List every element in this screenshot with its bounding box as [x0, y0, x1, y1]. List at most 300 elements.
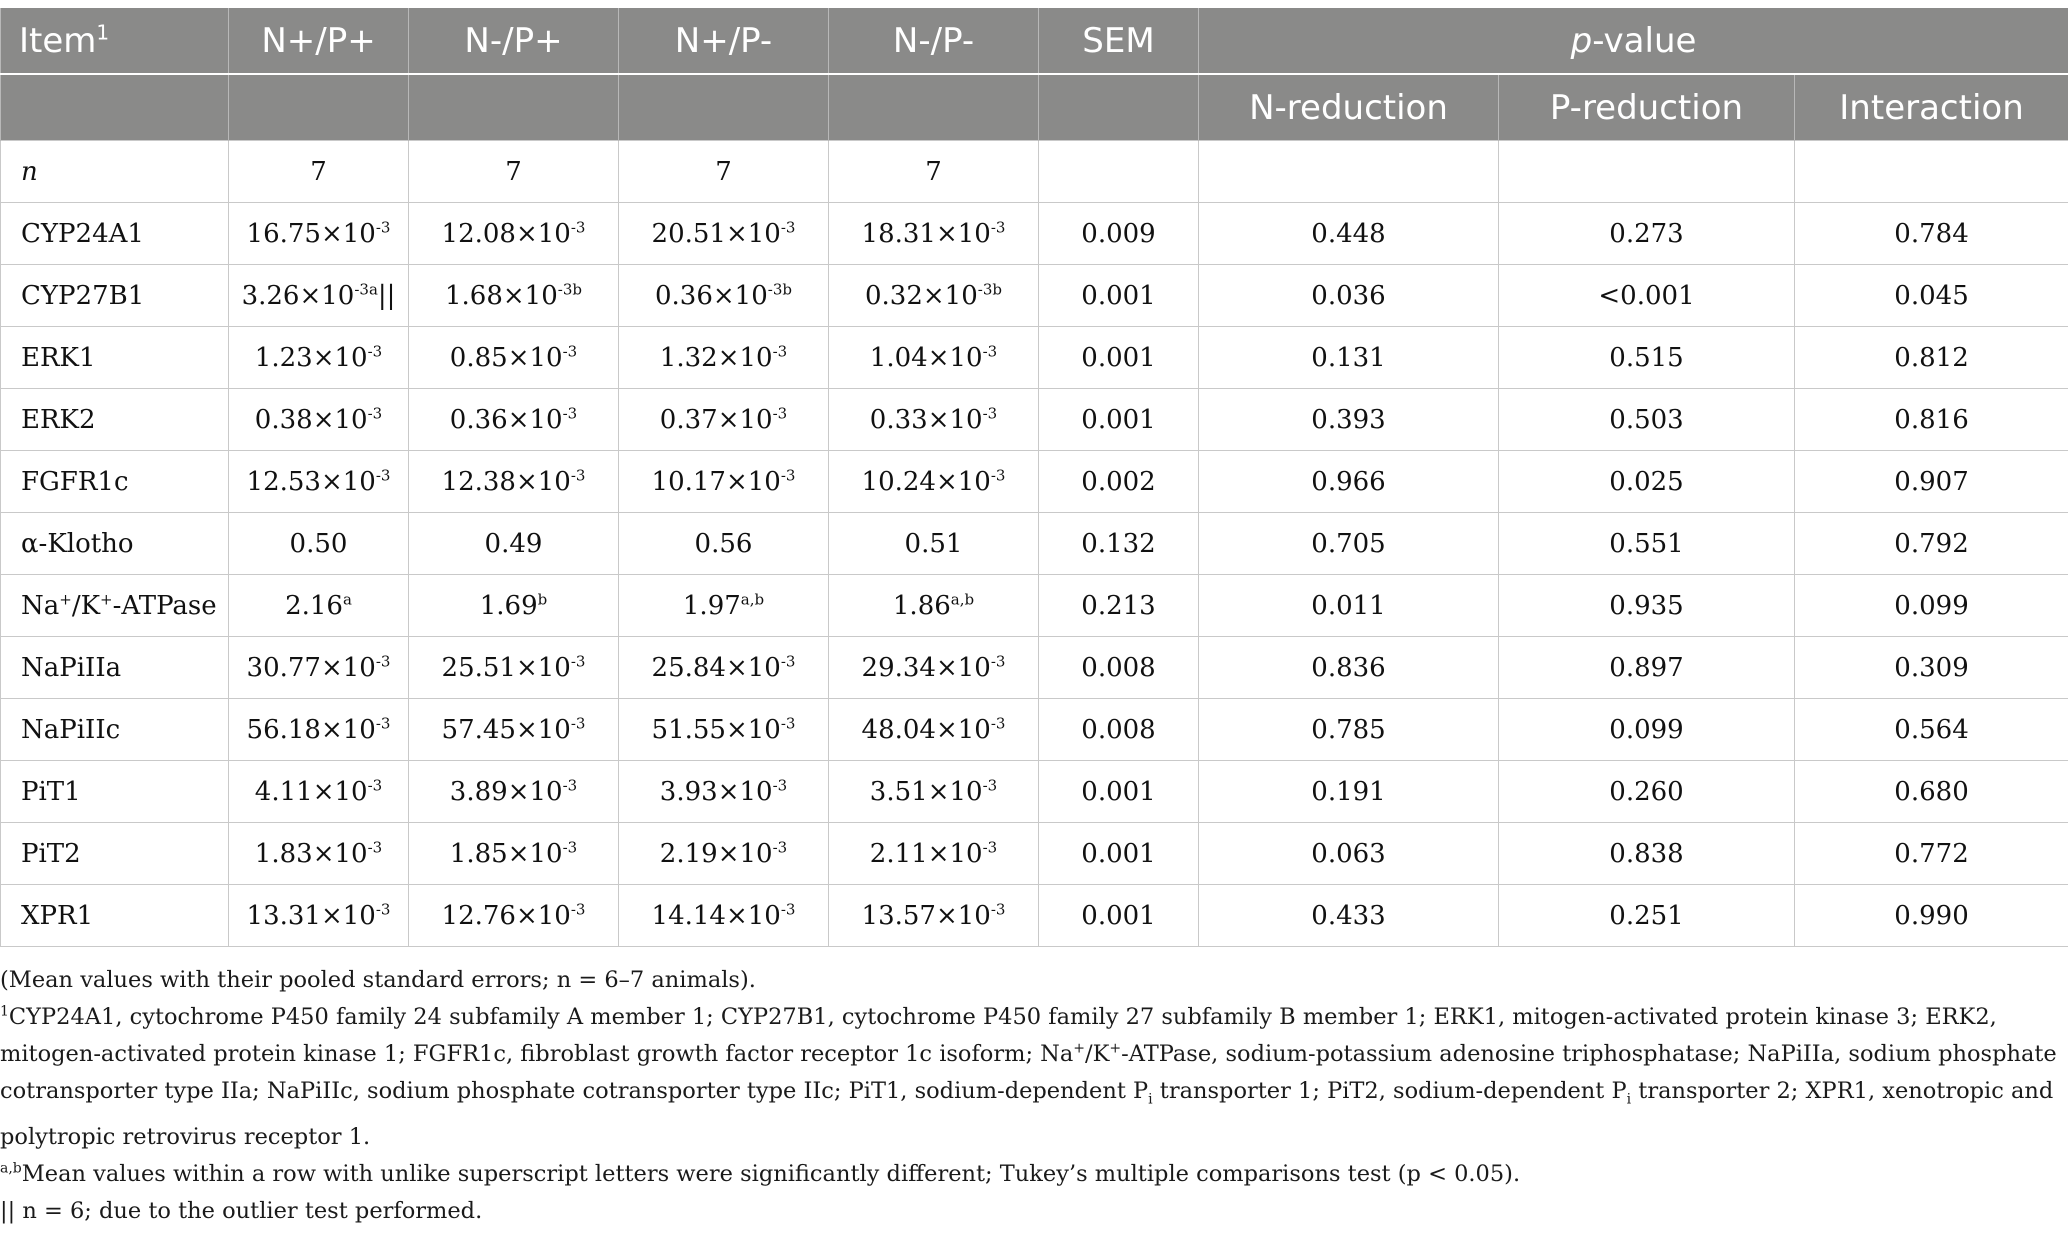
- cell-value: [829, 265, 1039, 327]
- cell-value: [229, 823, 409, 885]
- cell-mean: 1.23: [254, 342, 313, 373]
- cell-empty: [1199, 141, 1499, 203]
- cell-pvalue: 0.273: [1499, 203, 1795, 265]
- cell-times-ten: ×10: [712, 280, 768, 311]
- cell-mean: 10.17: [651, 466, 726, 497]
- cell-value: [619, 575, 829, 637]
- header-blank: [229, 74, 409, 141]
- cell-empty: [1795, 141, 2068, 203]
- cell-sem: 0.001: [1039, 885, 1199, 947]
- cell-times-ten: ×10: [320, 900, 376, 931]
- cell-times-ten: ×10: [935, 652, 991, 683]
- cell-superscript: -3: [990, 651, 1006, 670]
- cell-mean: 1.86: [892, 590, 951, 621]
- cell-times-ten: ×10: [717, 404, 773, 435]
- cell-mean: 0.56: [694, 528, 753, 559]
- cell-times-ten: ×10: [935, 900, 991, 931]
- row-label: PiT1: [1, 761, 229, 823]
- cell-pvalue: 0.897: [1499, 637, 1795, 699]
- table-row: [1, 265, 2068, 327]
- row-label: NaPiIIc: [1, 699, 229, 761]
- cell-sem: 0.001: [1039, 327, 1199, 389]
- cell-sem: 0.008: [1039, 699, 1199, 761]
- cell-mean: 16.75: [246, 218, 321, 249]
- cell-pvalue: 0.503: [1499, 389, 1795, 451]
- cell-superscript: -3: [780, 713, 796, 732]
- cell-superscript: a: [342, 589, 352, 608]
- cell-mean: 12.76: [441, 900, 516, 931]
- cell-times-ten: ×10: [935, 714, 991, 745]
- footnote-text: /K: [1085, 1041, 1110, 1067]
- cell-mean: 1.68: [445, 280, 503, 311]
- cell-mean: 1.85: [449, 838, 508, 869]
- cell-superscript: -3: [367, 341, 383, 360]
- cell-superscript: -3: [990, 713, 1006, 732]
- cell-value: 7: [229, 141, 409, 203]
- cell-superscript: -3: [375, 713, 391, 732]
- cell-superscript: -3: [990, 899, 1006, 918]
- cell-superscript: -3: [562, 837, 578, 856]
- cell-pvalue: 0.990: [1795, 885, 2068, 947]
- cell-times-ten: ×10: [725, 652, 781, 683]
- cell-pvalue: 0.935: [1499, 575, 1795, 637]
- cell-pvalue: 0.836: [1199, 637, 1499, 699]
- cell-value: [829, 637, 1039, 699]
- cell-mean: 1.32: [659, 342, 718, 373]
- cell-sem: 0.001: [1039, 761, 1199, 823]
- cell-pvalue: 0.564: [1795, 699, 2068, 761]
- table-row: [1, 327, 2068, 389]
- cell-pvalue: 0.260: [1499, 761, 1795, 823]
- table-row: [1, 761, 2068, 823]
- cell-mean: 3.93: [659, 776, 718, 807]
- footnote-sub: i: [1148, 1091, 1153, 1108]
- cell-times-ten: ×10: [935, 466, 991, 497]
- row-label-part: Na: [21, 590, 60, 621]
- footnote-outlier: [0, 1193, 2060, 1230]
- cell-mean: 25.51: [441, 652, 516, 683]
- table-row: [1, 575, 2068, 637]
- cell-value: [829, 389, 1039, 451]
- cell-superscript: -3: [375, 651, 391, 670]
- header-row-1: [1, 8, 2068, 74]
- cell-mean: 30.77: [246, 652, 321, 683]
- cell-sem: 0.008: [1039, 637, 1199, 699]
- row-label-part: -ATPase: [112, 590, 217, 621]
- cell-pvalue: 0.551: [1499, 513, 1795, 575]
- cell-value: [229, 265, 409, 327]
- cell-pvalue: 0.816: [1795, 389, 2068, 451]
- cell-superscript: -3: [780, 651, 796, 670]
- cell-value: [829, 823, 1039, 885]
- cell-value: [619, 885, 829, 947]
- footnote-text: transporter 1; PiT2, sodium-dependent P: [1152, 1078, 1627, 1104]
- cell-superscript: -3: [562, 341, 578, 360]
- cell-sem: 0.213: [1039, 575, 1199, 637]
- footnote-text: -ATPase, sodium-potassium adenosine triphosphatase; NaPiIIa, sodium phosphate cotransporter type IIa; NaPiIIc, sodium phosphate cotransporter type IIc; PiT1, sodium-dependent P: [0, 1041, 2057, 1104]
- cell-value: [829, 327, 1039, 389]
- cell-pvalue: 0.448: [1199, 203, 1499, 265]
- cell-superscript: -3: [562, 403, 578, 422]
- cell-sem: 0.001: [1039, 389, 1199, 451]
- footnote-mark-1: 1: [0, 1003, 9, 1020]
- header-interaction: Interaction: [1795, 74, 2068, 141]
- cell-superscript: -3: [367, 403, 383, 422]
- cell-value: [409, 203, 619, 265]
- cell-mean: 18.31: [861, 218, 936, 249]
- cell-times-ten: ×10: [927, 776, 983, 807]
- cell-mean: 51.55: [651, 714, 726, 745]
- cell-superscript: -3: [772, 403, 788, 422]
- cell-pvalue: 0.680: [1795, 761, 2068, 823]
- row-label: NaPiIIa: [1, 637, 229, 699]
- cell-times-ten: ×10: [507, 776, 563, 807]
- footnote-mean-values: (Mean values with their pooled standard errors; n = 6–7 animals).: [0, 967, 756, 993]
- results-table: [0, 8, 2068, 947]
- cell-times-ten: ×10: [725, 218, 781, 249]
- cell-mean: 3.89: [449, 776, 508, 807]
- table-footnotes: [0, 962, 2060, 1230]
- cell-times-ten: ×10: [312, 342, 368, 373]
- footnote-text: Mean values within a row with unlike superscript letters were significantly different; Tukey’s multiple comparisons test (p < 0.05).: [21, 1160, 1521, 1187]
- cell-value: [229, 327, 409, 389]
- cell-mean: 29.34: [861, 652, 936, 683]
- table-row: [1, 885, 2068, 947]
- cell-mean: 13.57: [861, 900, 936, 931]
- cell-superscript: -3: [570, 217, 586, 236]
- cell-mean: 12.38: [441, 466, 516, 497]
- cell-superscript: -3: [982, 837, 998, 856]
- cell-mean: 0.51: [904, 528, 963, 559]
- cell-times-ten: ×10: [299, 280, 355, 311]
- cell-times-ten: ×10: [320, 218, 376, 249]
- cell-times-ten: ×10: [725, 466, 781, 497]
- cell-superscript: -3: [375, 217, 391, 236]
- row-label: [1, 141, 229, 203]
- footnote-text: transporter 2; XPR1, xenotropic and polytropic retrovirus receptor 1.: [0, 1078, 2054, 1150]
- table-row: [1, 637, 2068, 699]
- table-header: [1, 8, 2068, 141]
- cell-value: [619, 761, 829, 823]
- row-label: CYP24A1: [1, 203, 229, 265]
- cell-mean: 57.45: [441, 714, 516, 745]
- cell-sem: 0.001: [1039, 265, 1199, 327]
- cell-value: 7: [619, 141, 829, 203]
- table-row: [1, 389, 2068, 451]
- cell-times-ten: ×10: [725, 714, 781, 745]
- cell-value: [229, 885, 409, 947]
- cell-value: [619, 451, 829, 513]
- cell-superscript: -3a: [354, 279, 378, 298]
- cell-pvalue: 0.907: [1795, 451, 2068, 513]
- cell-superscript: -3: [780, 217, 796, 236]
- cell-mean: 1.83: [254, 838, 313, 869]
- cell-superscript: a,b: [740, 589, 765, 608]
- table-wrapper: [0, 8, 2068, 947]
- cell-mean: 2.16: [285, 590, 343, 621]
- row-label-sup: +: [100, 589, 113, 608]
- cell-mean: 20.51: [651, 218, 726, 249]
- cell-superscript: -3: [570, 899, 586, 918]
- cell-value: [829, 575, 1039, 637]
- row-label: ERK2: [1, 389, 229, 451]
- header-blank: [829, 74, 1039, 141]
- cell-mean: 0.38: [254, 404, 313, 435]
- cell-superscript: -3: [570, 651, 586, 670]
- cell-superscript: b: [537, 589, 548, 608]
- cell-pvalue: 0.191: [1199, 761, 1499, 823]
- cell-value: [409, 823, 619, 885]
- cell-times-ten: ×10: [312, 404, 368, 435]
- header-blank: [1039, 74, 1199, 141]
- cell-pvalue: 0.792: [1795, 513, 2068, 575]
- footnote-superscripts: [0, 1156, 2060, 1193]
- cell-value: [229, 203, 409, 265]
- cell-mean: 48.04: [861, 714, 936, 745]
- cell-mean: 2.19: [659, 838, 718, 869]
- cell-value: [409, 637, 619, 699]
- cell-times-ten: ×10: [515, 900, 571, 931]
- row-label: α-Klotho: [1, 513, 229, 575]
- cell-sem: 0.132: [1039, 513, 1199, 575]
- cell-mean: 0.49: [484, 528, 543, 559]
- cell-times-ten: ×10: [515, 714, 571, 745]
- cell-mean: 56.18: [246, 714, 321, 745]
- cell-superscript: -3: [772, 837, 788, 856]
- cell-mean: 1.97: [682, 590, 741, 621]
- cell-value: [409, 451, 619, 513]
- cell-superscript: -3: [780, 465, 796, 484]
- footnote-text: CYP24A1, cytochrome P450 family 24 subfamily A member 1; CYP27B1, cytochrome P450 family 27 subfamily B member 1; ERK1, mitogen-activated protein kinase 3; ERK2, mitogen-activated protein kinase 1; FGFR1c, fibroblast growth factor receptor 1c isoform; Na: [0, 1004, 1997, 1067]
- cell-pvalue: <0.001: [1499, 265, 1795, 327]
- cell-value: [829, 761, 1039, 823]
- cell-value: [229, 513, 409, 575]
- cell-superscript: a,b: [950, 589, 975, 608]
- cell-pvalue: 0.772: [1795, 823, 2068, 885]
- cell-times-ten: ×10: [312, 776, 368, 807]
- cell-value: [409, 327, 619, 389]
- cell-pvalue: 0.393: [1199, 389, 1499, 451]
- cell-times-ten: ×10: [507, 342, 563, 373]
- cell-value: [229, 761, 409, 823]
- cell-mean: 0.37: [659, 404, 718, 435]
- cell-value: [619, 265, 829, 327]
- cell-times-ten: ×10: [507, 404, 563, 435]
- cell-sem: 0.002: [1039, 451, 1199, 513]
- cell-pvalue: 0.966: [1199, 451, 1499, 513]
- cell-value: [619, 699, 829, 761]
- cell-superscript: -3: [772, 775, 788, 794]
- cell-value: [229, 575, 409, 637]
- cell-superscript: -3: [982, 403, 998, 422]
- table-row: [1, 451, 2068, 513]
- cell-pvalue: 0.036: [1199, 265, 1499, 327]
- cell-mean: 25.84: [651, 652, 726, 683]
- header-pvalue: [1199, 8, 2068, 74]
- header-p-reduction: P-reduction: [1499, 74, 1795, 141]
- cell-times-ten: ×10: [507, 838, 563, 869]
- row-label-n: n: [21, 156, 38, 187]
- cell-pvalue: 0.131: [1199, 327, 1499, 389]
- header-group-3: N+/P-: [619, 8, 829, 74]
- cell-value: [829, 203, 1039, 265]
- footnote-sup: +: [1073, 1040, 1086, 1057]
- cell-pvalue: 0.045: [1795, 265, 2068, 327]
- cell-superscript: -3: [990, 217, 1006, 236]
- cell-sem: 0.001: [1039, 823, 1199, 885]
- cell-times-ten: ×10: [717, 342, 773, 373]
- cell-value: [619, 389, 829, 451]
- cell-superscript: -3: [570, 465, 586, 484]
- cell-value: [409, 389, 619, 451]
- cell-superscript: -3: [982, 775, 998, 794]
- cell-empty: [1039, 141, 1199, 203]
- header-item-label: Item: [19, 20, 97, 61]
- cell-superscript: -3: [375, 465, 391, 484]
- header-group-1: N+/P+: [229, 8, 409, 74]
- table-body: [1, 141, 2068, 947]
- cell-value: [409, 575, 619, 637]
- header-pvalue-p: p: [1570, 20, 1593, 61]
- cell-value: [619, 513, 829, 575]
- cell-value: [409, 885, 619, 947]
- cell-pvalue: 0.705: [1199, 513, 1499, 575]
- header-blank: [409, 74, 619, 141]
- cell-times-ten: ×10: [320, 652, 376, 683]
- cell-mean: 12.53: [246, 466, 321, 497]
- cell-value: [229, 451, 409, 513]
- cell-superscript: -3: [375, 899, 391, 918]
- cell-times-ten: ×10: [927, 838, 983, 869]
- cell-superscript: -3: [982, 341, 998, 360]
- cell-times-ten: ×10: [312, 838, 368, 869]
- cell-mean: 3.51: [869, 776, 928, 807]
- header-sem: SEM: [1039, 8, 1199, 74]
- cell-times-ten: ×10: [502, 280, 558, 311]
- cell-pvalue: 0.025: [1499, 451, 1795, 513]
- footnote-abbreviations: [0, 999, 2060, 1156]
- cell-mean: 0.50: [289, 528, 348, 559]
- cell-mean: 12.08: [441, 218, 516, 249]
- cell-times-ten: ×10: [515, 218, 571, 249]
- cell-mean: 1.69: [479, 590, 538, 621]
- cell-pvalue: 0.063: [1199, 823, 1499, 885]
- row-label-sup: +: [59, 589, 72, 608]
- cell-times-ten: ×10: [515, 466, 571, 497]
- cell-empty: [1499, 141, 1795, 203]
- table-row: [1, 823, 2068, 885]
- cell-pvalue: 0.784: [1795, 203, 2068, 265]
- cell-value: [829, 699, 1039, 761]
- cell-value: [829, 513, 1039, 575]
- footnote-mark-outlier: ||: [0, 1197, 16, 1224]
- cell-value: [229, 699, 409, 761]
- cell-mean: 13.31: [246, 900, 321, 931]
- row-label: ERK1: [1, 327, 229, 389]
- row-label: FGFR1c: [1, 451, 229, 513]
- cell-value: [619, 823, 829, 885]
- footnote-sup: +: [1109, 1040, 1122, 1057]
- table-row: [1, 699, 2068, 761]
- cell-times-ten: ×10: [725, 900, 781, 931]
- cell-value: 7: [829, 141, 1039, 203]
- cell-pvalue: 0.433: [1199, 885, 1499, 947]
- cell-times-ten: ×10: [922, 280, 978, 311]
- footnote-mark-ab: a,b: [0, 1160, 22, 1176]
- cell-superscript: -3: [990, 465, 1006, 484]
- cell-pvalue: 0.812: [1795, 327, 2068, 389]
- cell-mean: 2.11: [869, 838, 928, 869]
- cell-value: [409, 265, 619, 327]
- cell-mean: 3.26: [241, 280, 300, 311]
- cell-times-ten: ×10: [320, 714, 376, 745]
- cell-mean: 1.04: [869, 342, 928, 373]
- row-label: PiT2: [1, 823, 229, 885]
- cell-mean: 14.14: [651, 900, 726, 931]
- cell-pvalue: 0.309: [1795, 637, 2068, 699]
- cell-value: [229, 637, 409, 699]
- header-group-2: N-/P+: [409, 8, 619, 74]
- cell-pvalue: 0.099: [1499, 699, 1795, 761]
- header-pvalue-rest: -value: [1592, 20, 1697, 61]
- row-label-part: /K: [71, 590, 101, 621]
- cell-times-ten: ×10: [320, 466, 376, 497]
- cell-value: [619, 327, 829, 389]
- cell-superscript: -3: [367, 837, 383, 856]
- cell-superscript: -3b: [767, 279, 792, 298]
- row-label: [1, 575, 229, 637]
- cell-value: 7: [409, 141, 619, 203]
- cell-value: [409, 513, 619, 575]
- cell-mean: 0.36: [449, 404, 508, 435]
- header-item: [1, 8, 229, 74]
- cell-mean: 0.36: [655, 280, 713, 311]
- cell-pvalue: 0.515: [1499, 327, 1795, 389]
- cell-value: [409, 761, 619, 823]
- header-blank: [619, 74, 829, 141]
- cell-pvalue: 0.011: [1199, 575, 1499, 637]
- cell-value: [619, 637, 829, 699]
- header-n-reduction: N-reduction: [1199, 74, 1499, 141]
- header-blank: [1, 74, 229, 141]
- cell-times-ten: ×10: [515, 652, 571, 683]
- cell-superscript: -3: [367, 775, 383, 794]
- cell-mean: 0.33: [869, 404, 928, 435]
- table-row: [1, 203, 2068, 265]
- footnote-text: n = 6; due to the outlier test performed.: [15, 1197, 483, 1224]
- cell-superscript: -3b: [557, 279, 582, 298]
- cell-mean: 0.32: [865, 280, 923, 311]
- cell-mean: 10.24: [861, 466, 936, 497]
- header-item-footnote-mark: 1: [96, 20, 110, 45]
- row-label: XPR1: [1, 885, 229, 947]
- footnote-sub: i: [1626, 1091, 1632, 1108]
- cell-pvalue: 0.251: [1499, 885, 1795, 947]
- cell-times-ten: ×10: [717, 776, 773, 807]
- cell-value: [829, 451, 1039, 513]
- cell-value: [829, 885, 1039, 947]
- cell-superscript: -3: [772, 341, 788, 360]
- cell-superscript: -3: [562, 775, 578, 794]
- cell-pvalue: 0.099: [1795, 575, 2068, 637]
- cell-mean: 4.11: [254, 776, 313, 807]
- cell-times-ten: ×10: [927, 342, 983, 373]
- table-row: [1, 513, 2068, 575]
- cell-sem: 0.009: [1039, 203, 1199, 265]
- cell-superscript: -3b: [977, 279, 1002, 298]
- cell-superscript: -3: [780, 899, 796, 918]
- cell-mean: 0.85: [449, 342, 508, 373]
